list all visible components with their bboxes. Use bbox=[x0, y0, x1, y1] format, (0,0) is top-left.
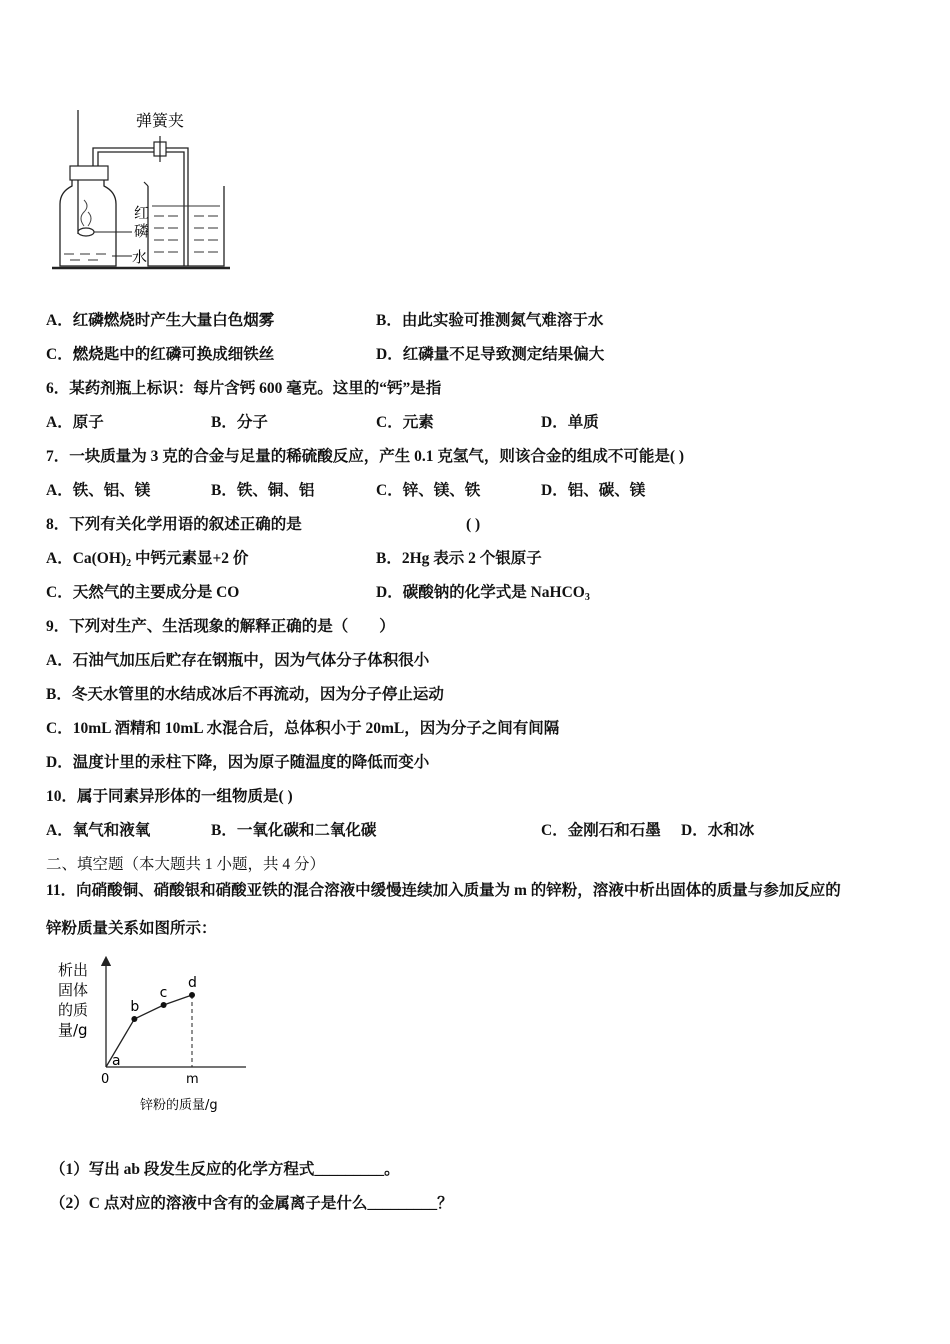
q7-option-b: B．铁、铜、铝 bbox=[211, 482, 315, 499]
q5-option-b: B．由此实验可推测氮气难溶于水 bbox=[376, 312, 604, 329]
point-c bbox=[161, 1002, 167, 1008]
point-d bbox=[189, 992, 195, 998]
q6-option-a: A．原子 bbox=[46, 414, 104, 431]
q10-option-d: D．水和冰 bbox=[681, 822, 755, 839]
x-tick-label: m bbox=[186, 1072, 199, 1087]
y-label-line: 固体 bbox=[58, 981, 89, 999]
q5-option-d: D．红磷量不足导致测定结果偏大 bbox=[376, 346, 605, 363]
q9-option-a: A．石油气加压后贮存在钢瓶中，因为气体分子体积很小 bbox=[46, 652, 430, 669]
section-heading: 二、填空题（本大题共 1 小题，共 4 分） bbox=[46, 856, 326, 873]
combustion-spoon bbox=[78, 228, 94, 236]
q7-option-a: A．铁、铝、镁 bbox=[46, 482, 151, 499]
q7-option-c: C．锌、镁、铁 bbox=[376, 482, 481, 499]
point-label-b: b bbox=[130, 999, 140, 1015]
q9-option-d: D．温度计里的汞柱下降，因为原子随温度的降低而变小 bbox=[46, 754, 430, 771]
apparatus-figure bbox=[48, 106, 238, 276]
q7-stem: 7．一块质量为 3 克的合金与足量的稀硫酸反应，产生 0.1 克氢气，则该合金的组成不可能是( ) bbox=[46, 448, 685, 465]
stopper bbox=[70, 166, 108, 180]
q8-option-c: C．天然气的主要成分是 CO bbox=[46, 584, 240, 601]
q10-option-b: B．一氧化碳和二氧化碳 bbox=[211, 822, 377, 839]
q8-option-b: B．2Hg 表示 2 个银原子 bbox=[376, 550, 542, 567]
q11-stem-line2: 锌粉质量关系如图所示： bbox=[46, 920, 217, 937]
q8-answer-paren: ( ) bbox=[466, 516, 481, 533]
point-label-c: c bbox=[159, 985, 168, 1001]
q6-option-c: C．元素 bbox=[376, 414, 434, 431]
q10-option-c: C．金刚石和石墨 bbox=[541, 822, 661, 839]
q8-option-a: A．$Ca(OH)_2$ 中钙元素显+2 价 bbox=[46, 550, 249, 569]
q11-stem-line1: 11．向硝酸铜、硝酸银和硝酸亚铁的混合溶液中缓慢连续加入质量为 m 的锌粉，溶液中析出固体的质量与参加反应的 bbox=[46, 882, 841, 899]
q7-option-d: D．铝、碳、镁 bbox=[541, 482, 646, 499]
water-label: 水 bbox=[132, 248, 148, 266]
q9-option-c: C．10mL 酒精和 10mL 水混合后，总体积小于 20mL，因为分子之间有间隔 bbox=[46, 720, 560, 737]
q11-sub2: （2）C 点对应的溶液中含有的金属离子是什么_________？ bbox=[50, 1195, 453, 1212]
q10-stem: 10．属于同素异形体的一组物质是( ) bbox=[46, 788, 293, 805]
zinc-mass-chart bbox=[50, 955, 260, 1120]
y-label-line: 的质 bbox=[58, 1001, 89, 1019]
q8-stem: 8．下列有关化学用语的叙述正确的是 bbox=[46, 516, 302, 533]
q9-stem: 9．下列对生产、生活现象的解释正确的是（ ） bbox=[46, 618, 395, 635]
x-axis-label: 锌粉的质量/g bbox=[140, 1098, 218, 1113]
y-label-line: 析出 bbox=[58, 961, 89, 979]
origin-label: 0 bbox=[101, 1072, 110, 1087]
q10-option-a: A．氧气和液氧 bbox=[46, 822, 151, 839]
q8-option-d: D．碳酸钠的化学式是 NaHCO$_3$ bbox=[376, 584, 590, 603]
y-label-line: 量/g bbox=[58, 1021, 88, 1039]
beaker bbox=[148, 186, 224, 266]
q9-option-b: B．冬天水管里的水结成冰后不再流动，因为分子停止运动 bbox=[46, 686, 444, 703]
q11-sub1: （1）写出 ab 段发生反应的化学方程式_________。 bbox=[50, 1161, 400, 1178]
q6-option-b: B．分子 bbox=[211, 414, 268, 431]
point-label-d: d bbox=[188, 975, 197, 991]
point-b bbox=[131, 1016, 137, 1022]
q6-stem: 6．某药剂瓶上标识：每片含钙 600 毫克。这里的“钙”是指 bbox=[46, 380, 442, 397]
point-label-a: a bbox=[112, 1053, 121, 1069]
q5-option-c: C．燃烧匙中的红磷可换成细铁丝 bbox=[46, 346, 275, 363]
clamp-label: 弹簧夹 bbox=[136, 111, 185, 130]
phosphorus-label-2: 磷 bbox=[134, 222, 150, 240]
phosphorus-label-1: 红 bbox=[134, 204, 150, 222]
q5-option-a: A．红磷燃烧时产生大量白色烟雾 bbox=[46, 312, 275, 329]
gas-bottle bbox=[60, 180, 116, 266]
q6-option-d: D．单质 bbox=[541, 414, 599, 431]
